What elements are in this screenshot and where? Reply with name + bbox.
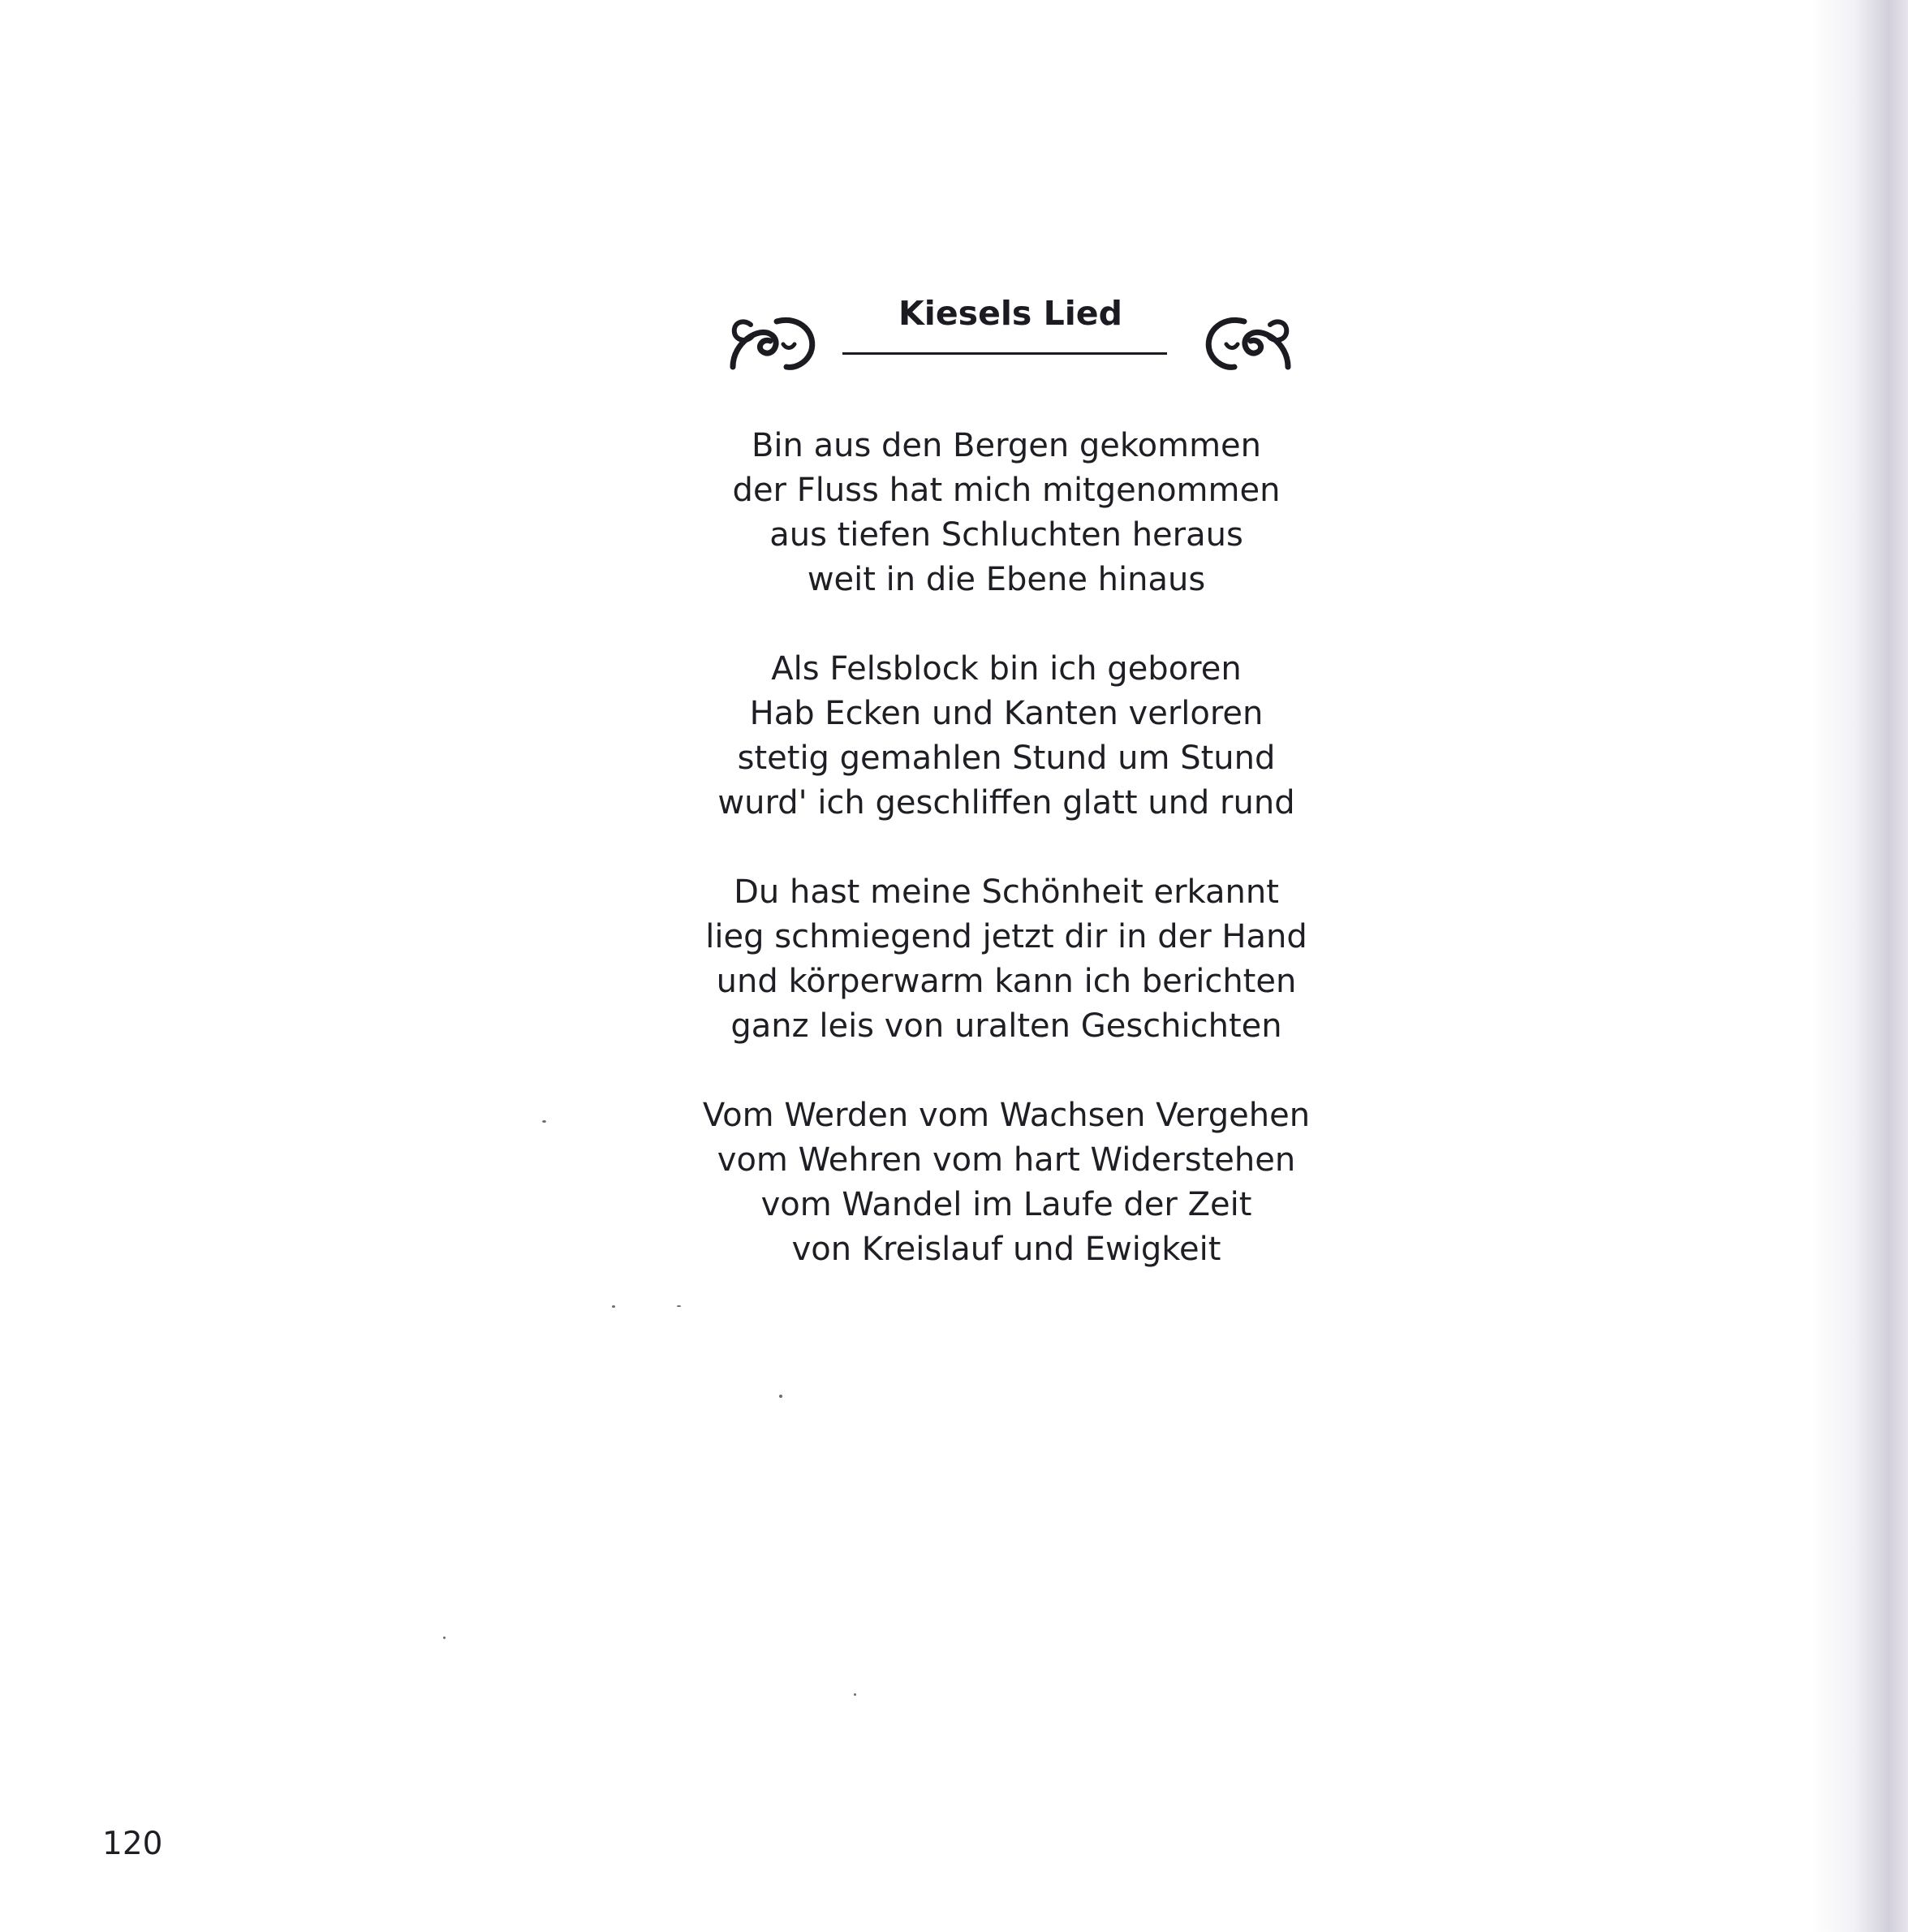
poem-line: Als Felsblock bin ich geboren (771, 650, 1242, 688)
title-block (726, 292, 1294, 382)
poem-line: von Kreislauf und Ewigkeit (791, 1231, 1221, 1268)
poem-line: stetig gemahlen Stund um Stund (737, 740, 1276, 777)
scroll-flourish-left-icon (726, 310, 820, 375)
poem-line: ganz leis von uralten Geschichten (730, 1007, 1282, 1045)
poem-line: der Fluss hat mich mitgenommen (732, 472, 1281, 509)
page-number: 120 (102, 1826, 163, 1862)
poem-line: lieg schmiegend jetzt dir in der Hand (705, 918, 1307, 955)
poem-line: wurd' ich geschliffen glatt und rund (717, 784, 1295, 822)
scan-speck (612, 1305, 615, 1308)
stanza (633, 1093, 1380, 1272)
scan-speck (677, 1305, 681, 1307)
poem-line: und körperwarm kann ich berichten (716, 963, 1297, 1000)
scan-speck (779, 1395, 782, 1398)
title-underline (842, 352, 1167, 355)
page-edge-shadow (1811, 0, 1908, 1932)
poem-line: vom Wehren vom hart Widerstehen (717, 1141, 1296, 1179)
poem-line: Hab Ecken und Kanten verloren (749, 695, 1264, 732)
poem-line: weit in die Ebene hinaus (807, 561, 1206, 598)
scan-speck (854, 1693, 856, 1696)
poem-title: Kiesels Lied (898, 294, 1122, 333)
stanza (633, 424, 1380, 602)
poem-line: aus tiefen Schluchten heraus (769, 516, 1243, 554)
scroll-flourish-right-icon (1201, 310, 1294, 375)
poem-line: vom Wandel im Laufe der Zeit (760, 1186, 1252, 1223)
poem-line: Du hast meine Schönheit erkannt (734, 873, 1279, 911)
scan-speck (542, 1120, 546, 1123)
poem-line: Bin aus den Bergen gekommen (751, 427, 1262, 464)
poem-body (633, 424, 1380, 1317)
poem-line: Vom Werden vom Wachsen Vergehen (702, 1097, 1311, 1134)
scan-speck (443, 1637, 446, 1639)
stanza (633, 870, 1380, 1049)
stanza (633, 647, 1380, 826)
